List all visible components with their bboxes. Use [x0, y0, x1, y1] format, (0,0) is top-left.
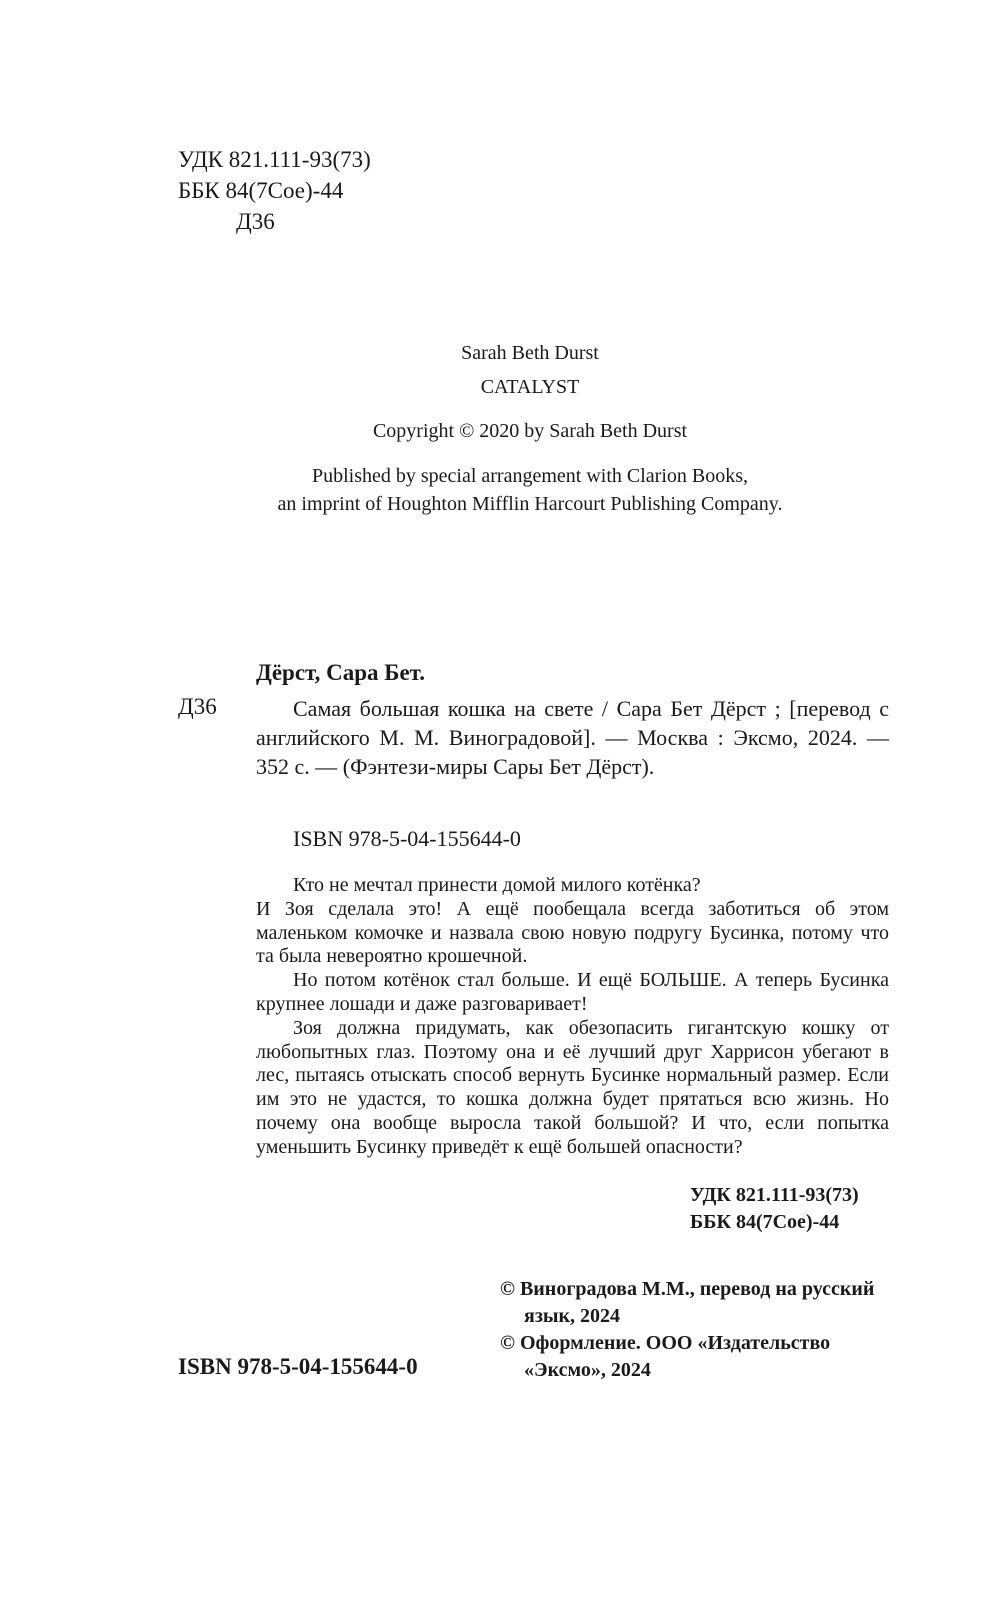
- annotation-paragraph: Кто не мечтал принести домой милого котёнка?: [293, 874, 701, 896]
- original-copyright-text: Copyright © 2020 by Sarah Beth Durst: [372, 420, 688, 442]
- annotation-paragraph: И Зоя сделала это! А ещё пообещала всегда заботиться об этом маленьком комочке и назвала свою новую подругу Бусинка, потому что та была невероятно крошечной.: [256, 897, 889, 968]
- original-title-text: CATALYST: [480, 376, 580, 398]
- udk-code-bottom: УДК 821.111-93(73): [690, 1184, 859, 1206]
- bbk-code: ББК 84(7Сое)-44: [178, 178, 344, 203]
- annotation-paragraph: Но потом котёнок стал больше. И ещё БОЛЬШЕ. А теперь Бусинка крупнее лошади и даже разговаривает!: [256, 969, 889, 1015]
- copyright-block: [500, 1276, 900, 1384]
- udk-code: УДК 821.111-93(73): [178, 147, 371, 172]
- original-author: [250, 342, 810, 365]
- annotation-paragraph: Зоя должна придумать, как обезопасить гигантскую кошку от любопытных глаз. Поэтому она и её лучший друг Харрисон убегают в лес, пытаясь отыскать способ вернуть Бусинке нормальный размер. Если им это не удастся, то кошка должна будет прятаться всю жизнь. Но почему она вообще выросла такой большой? И что, если попытка уменьшить Бусинку приведёт к ещё большей опасности?: [256, 1016, 889, 1158]
- original-copyright: [250, 420, 810, 443]
- publisher-note-line2: an imprint of Houghton Mifflin Harcourt Publishing Company.: [277, 493, 783, 515]
- copyright-design: © Оформление. ООО «Издательство «Эксмо», 2024: [500, 1332, 831, 1381]
- publisher-note-line1: Published by special arrangement with Clarion Books,: [311, 465, 749, 487]
- catalog-isbn: ISBN 978-5-04-155644-0: [293, 826, 521, 851]
- udk-block-top: [178, 144, 371, 237]
- annotation: [256, 874, 889, 1160]
- publisher-note: [250, 462, 810, 518]
- original-author-text: Sarah Beth Durst: [461, 342, 599, 364]
- original-title: [250, 376, 810, 399]
- author-mark: Д36: [236, 209, 275, 234]
- copyright-translation: © Виноградова М.М., перевод на русский язык, 2024: [500, 1278, 875, 1327]
- catalog-description-text: Самая большая кошка на свете / Сара Бет Дёрст ; [перевод с английского М. М. Виноградовой]. — Москва : Эксмо, 2024. — 352 с. — (Фэнтези-миры Сары Бет Дёрст).: [256, 696, 889, 779]
- udk-block-bottom: [690, 1182, 859, 1236]
- isbn-bottom: ISBN 978-5-04-155644-0: [178, 1354, 418, 1379]
- catalog-author-heading: Дёрст, Сара Бет.: [256, 660, 425, 685]
- bbk-code-bottom: ББК 84(7Сое)-44: [690, 1211, 840, 1233]
- catalog-author-code: Д36: [178, 694, 217, 719]
- catalog-description: [256, 694, 889, 781]
